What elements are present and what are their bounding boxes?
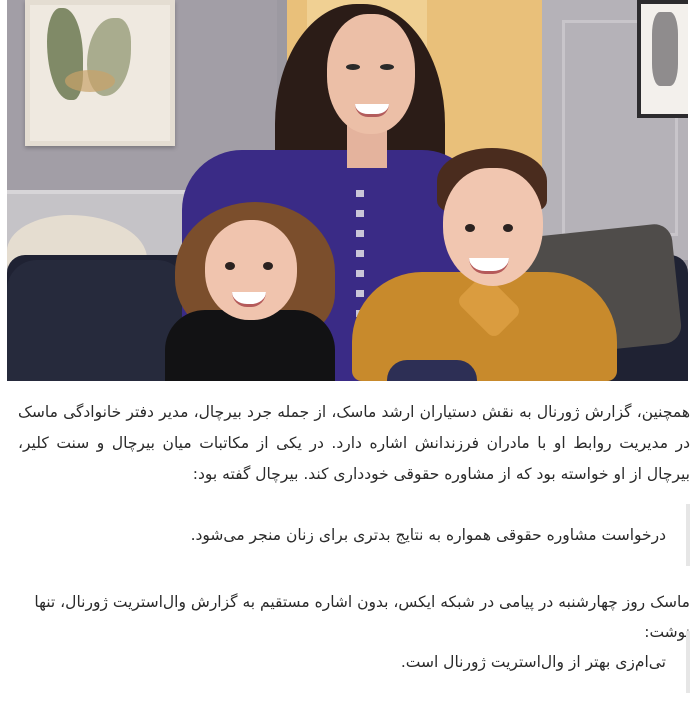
article-body <box>0 381 700 704</box>
blockquote: تی‌ام‌زی بهتر از وال‌استریت ژورنال است. <box>18 631 690 693</box>
article-paragraph: همچنین، گزارش ژورنال به نقش دستیاران ارشد ماسک، از جمله جرد بیرچال، مدیر دفتر خانوادگی ماسک در مدیریت روابط او با مادران فرزندانش اشاره دارد. در یکی از مکاتبات میان بیرچال و سنت کلیر، بیرچال از او خواسته بود که از مشاوره حقوقی خودداری کند. بیرچال گفته بود: <box>18 403 690 483</box>
girl-child <box>165 310 335 381</box>
article-photo <box>7 0 688 381</box>
blockquote: درخواست مشاوره حقوقی همواره به نتایج بدتری برای زنان منجر می‌شود. <box>18 504 690 566</box>
article-paragraph: ماسک روز چهارشنبه در پیامی در شبکه ایکس، بدون اشاره مستقیم به گزارش وال‌استریت ژورنال، تنها نوشت: <box>34 593 690 641</box>
